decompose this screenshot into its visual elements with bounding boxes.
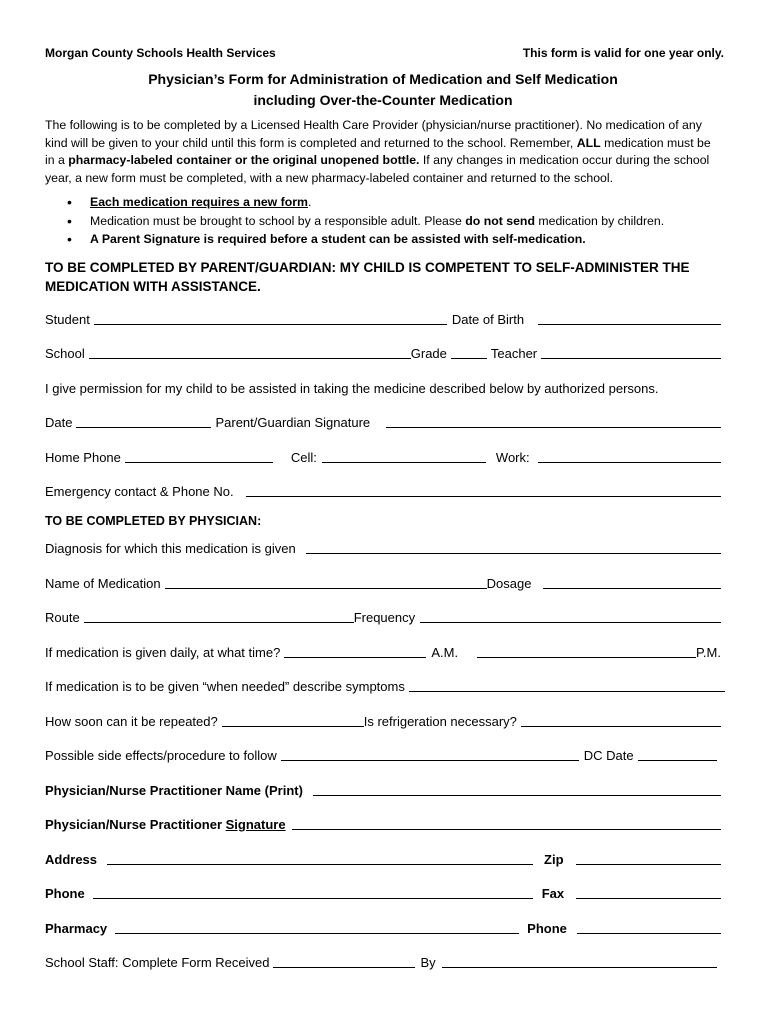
daily-time-label: If medication is given daily, at what time? — [45, 644, 281, 660]
repeat-row — [45, 694, 721, 729]
dob-field[interactable] — [538, 309, 721, 325]
school-field[interactable] — [89, 343, 411, 359]
repeat-label: How soon can it be repeated? — [45, 713, 218, 729]
address-row — [45, 832, 721, 867]
instruction-parent-signature: A Parent Signature is required before a student can be assisted with self-medication. — [90, 232, 586, 246]
diagnosis-field[interactable] — [306, 538, 721, 554]
form-title-line2: including Over-the-Counter Medication — [253, 92, 513, 108]
form-received-field[interactable] — [273, 952, 415, 968]
org-name: Morgan County Schools Health Services — [45, 46, 276, 60]
phone-fax-row — [45, 867, 721, 902]
physician-name-field[interactable] — [313, 780, 721, 796]
permission-statement: I give permission for my child to be assisted in taking the medicine described below by authorized persons. — [45, 380, 659, 396]
staff-label: School Staff: Complete Form Received — [45, 955, 270, 970]
am-label: A.M. — [431, 644, 459, 660]
student-label: Student — [45, 311, 90, 327]
instruction-new-form: Each medication requires a new form — [90, 195, 308, 209]
daily-time-row — [45, 625, 721, 660]
pm-time-field[interactable] — [477, 642, 696, 658]
medication-name-field[interactable] — [165, 573, 487, 589]
parent-signature-label: Parent/Guardian Signature — [215, 415, 371, 430]
school-row — [45, 327, 721, 362]
physician-signature-word: Signature — [225, 817, 286, 832]
emergency-row — [45, 465, 721, 500]
medication-name-label: Name of Medication — [45, 575, 161, 591]
frequency-label: Frequency — [353, 610, 416, 625]
dosage-label: Dosage — [486, 575, 532, 591]
school-label: School — [45, 346, 85, 361]
dob-label: Date of Birth — [451, 311, 525, 327]
when-needed-label: If medication is to be given “when needed” describe symptoms — [45, 679, 405, 694]
instruction-period: . — [308, 195, 312, 209]
fax-label: Fax — [541, 886, 565, 901]
route-label: Route — [45, 610, 80, 625]
instruction-item — [45, 193, 721, 212]
route-row — [45, 591, 721, 626]
repeat-field[interactable] — [222, 711, 364, 727]
form-title-line1: Physician’s Form for Administration of Medication and Self Medication — [148, 71, 618, 87]
parent-section-heading: TO BE COMPLETED BY PARENT/GUARDIAN: MY CHILD IS COMPETENT TO SELF-ADMINISTER THE MEDICATION WITH ASSISTANCE. — [45, 259, 690, 294]
date-field[interactable] — [76, 412, 211, 428]
cell-field[interactable] — [322, 447, 486, 463]
instruction-children-text: medication by children. — [534, 213, 665, 228]
route-field[interactable] — [84, 607, 354, 623]
grade-field[interactable] — [451, 343, 487, 359]
instruction-item — [45, 212, 721, 231]
physician-phone-label: Phone — [45, 886, 85, 901]
refrigeration-label: Is refrigeration necessary? — [363, 713, 517, 729]
staff-row — [45, 936, 721, 971]
symptoms-field[interactable] — [409, 676, 725, 692]
zip-label: Zip — [544, 851, 564, 867]
date-signature-row — [45, 396, 721, 431]
work-label: Work: — [495, 449, 530, 465]
intro-text-3: If any changes in medication occur during the school year, a new form must be completed, with a new pharmacy-labeled container and returned to the school. — [45, 153, 710, 185]
student-field[interactable] — [94, 309, 447, 325]
zip-field[interactable] — [576, 849, 721, 865]
student-row — [45, 297, 721, 327]
dosage-field[interactable] — [543, 573, 721, 589]
intro-text-1: The following is to be completed by a Licensed Health Care Provider (physician/nurse practitioner). No medication of any kind will be given to your child until this form is completed and returned to the school. Remember, — [45, 118, 702, 150]
side-effects-field[interactable] — [281, 745, 579, 761]
diagnosis-row — [45, 528, 721, 556]
address-label: Address — [45, 851, 98, 867]
form-title — [45, 69, 721, 111]
medication-row — [45, 556, 721, 591]
side-effects-row — [45, 729, 721, 764]
intro-container-requirement: pharmacy-labeled container or the original unopened bottle. — [68, 153, 420, 167]
refrigeration-field[interactable] — [521, 711, 721, 727]
instruction-adult-text: Medication must be brought to school by a responsible adult. Please — [90, 213, 466, 228]
teacher-label: Teacher — [490, 346, 538, 361]
pm-label: P.M. — [695, 644, 721, 660]
pharmacy-label: Pharmacy — [45, 920, 108, 936]
instruction-item — [45, 230, 721, 249]
work-field[interactable] — [538, 447, 721, 463]
fax-field[interactable] — [576, 883, 721, 899]
dc-date-field[interactable] — [638, 745, 717, 761]
intro-paragraph — [45, 117, 721, 187]
pharmacy-row — [45, 901, 721, 936]
cell-label: Cell: — [290, 449, 317, 465]
side-effects-label: Possible side effects/procedure to follow — [45, 748, 277, 763]
grade-label: Grade — [410, 346, 447, 361]
physician-name-label: Physician/Nurse Practitioner Name (Print) — [45, 782, 303, 798]
pharmacy-phone-label: Phone — [527, 920, 567, 936]
intro-all: ALL — [576, 135, 601, 150]
emergency-label: Emergency contact & Phone No. — [45, 484, 234, 499]
when-needed-row — [45, 660, 721, 695]
diagnosis-label: Diagnosis for which this medication is given — [45, 541, 296, 556]
received-by-field[interactable] — [442, 952, 717, 968]
physician-name-row — [45, 763, 721, 798]
home-phone-field[interactable] — [125, 447, 273, 463]
instruction-do-not-send: do not send — [465, 213, 535, 228]
physician-section-heading: TO BE COMPLETED BY PHYSICIAN: — [45, 514, 262, 528]
emergency-field[interactable] — [246, 481, 721, 497]
by-label: By — [420, 955, 436, 970]
phone-row — [45, 430, 721, 465]
parent-signature-field[interactable] — [386, 412, 721, 428]
physician-signature-row — [45, 798, 721, 833]
pharmacy-field[interactable] — [115, 918, 519, 934]
intro-text-2: medication must be in a — [45, 135, 711, 167]
frequency-field[interactable] — [420, 607, 721, 623]
physician-signature-label — [45, 817, 286, 832]
physician-signature-prefix: Physician/Nurse Practitioner — [45, 817, 226, 832]
physician-signature-field[interactable] — [292, 814, 721, 830]
physician-phone-field[interactable] — [93, 883, 533, 899]
page-header — [45, 46, 724, 60]
validity-note: This form is valid for one year only. — [522, 46, 724, 60]
teacher-field[interactable] — [541, 343, 721, 359]
medication-form-page — [45, 46, 724, 970]
date-label: Date — [45, 415, 73, 430]
address-field[interactable] — [107, 849, 533, 865]
am-time-field[interactable] — [284, 642, 426, 658]
instruction-list — [45, 193, 721, 249]
home-phone-label: Home Phone — [45, 449, 121, 465]
dc-date-label: DC Date — [583, 748, 634, 763]
pharmacy-phone-field[interactable] — [577, 918, 721, 934]
